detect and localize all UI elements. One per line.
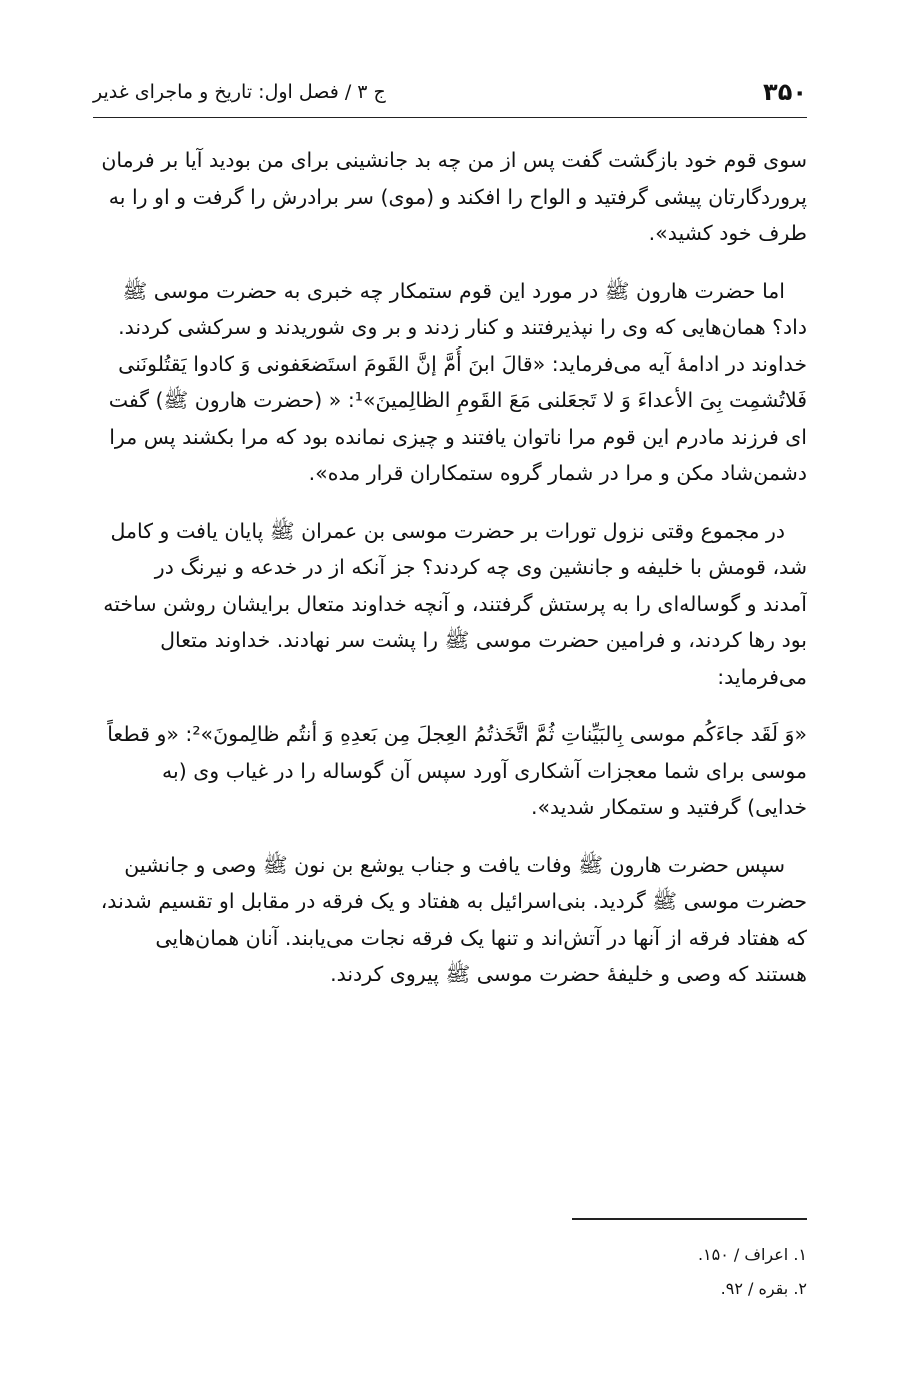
text-line: موسی برای شما معجزات آشکاری آورد سپس آن گوساله را در غیاب وی (به bbox=[162, 758, 807, 783]
text-line: هستند که وصی و خلیفهٔ حضرت موسی ﷺ پیروی کردند. bbox=[330, 962, 807, 986]
paragraph-5 bbox=[93, 847, 807, 993]
text-line: شد، قومش با خلیفه و جانشین وی چه کردند؟ جز آنکه از در خدعه و نیرنگ در bbox=[154, 555, 807, 579]
paragraph-4 bbox=[93, 716, 807, 826]
text-line: طرف خود کشید». bbox=[648, 221, 807, 245]
text-line: سپس حضرت هارون ﷺ وفات یافت و جناب یوشع بن نون ﷺ وصی و جانشین bbox=[124, 852, 785, 877]
running-title: ج ۳ / فصل اول: تاریخ و ماجرای غدیر bbox=[93, 81, 386, 103]
text-line: در مجموع وقتی نزول تورات بر حضرت موسی بن عمران ﷺ پایان یافت و کامل bbox=[110, 518, 785, 543]
text-line: اما حضرت هارون ﷺ در مورد این قوم ستمکار چه خبری به حضرت موسی ﷺ bbox=[122, 278, 785, 303]
text-line: خدایی) گرفتید و ستمکار شدید». bbox=[530, 795, 807, 819]
text-line: داد؟ همان‌هایی که وی را نپذیرفتند و کنار زدند و بر وی شوریدند و سرکشی کردند. bbox=[118, 315, 807, 339]
footnote-2: ۲. بقره / ۹۲. bbox=[720, 1279, 807, 1298]
text-line: که هفتاد فرقه از آنها در آتش‌اند و تنها یک فرقه نجات می‌یابند. آنان همان‌هایی bbox=[155, 925, 807, 950]
footnotes bbox=[93, 1238, 807, 1306]
footnote-divider bbox=[572, 1218, 807, 1220]
text-line: پروردگارتان پیشی گرفتید و الواح را افکند و (موی) سر برادرش را گرفت و او را به bbox=[108, 184, 807, 209]
paragraph-2 bbox=[93, 273, 807, 492]
header-divider bbox=[93, 117, 807, 118]
body-text bbox=[93, 142, 807, 1014]
text-line: حضرت موسی ﷺ گردید. بنی‌اسرائیل به هفتاد و یک فرقه در مقابل او تقسیم شدند، bbox=[100, 889, 807, 913]
text-line: بود رها کردند، و فرامین حضرت موسی ﷺ را پشت سر نهادند. خداوند متعال bbox=[160, 628, 807, 652]
text-line: خداوند در ادامهٔ آیه می‌فرماید: «قالَ ابنَ أُمَّ إنَّ القَومَ استَضعَفونی وَ کادوا یَقتُلونَنی bbox=[118, 351, 807, 376]
paragraph-1 bbox=[93, 142, 807, 252]
text-line: سوی قوم خود بازگشت گفت پس از من چه بد جانشینی برای من بودید آیا بر فرمان bbox=[101, 148, 807, 172]
page-header bbox=[93, 72, 807, 112]
text-line: «وَ لَقَد جاءَکُم موسی بِالبَیِّناتِ ثُمَّ اتَّخَذتُمُ العِجلَ مِن بَعدِهِ وَ أنتُم ظالِمونَ»²: «و قطعاً bbox=[107, 722, 807, 746]
footnote-1: ۱. اعراف / ۱۵۰. bbox=[697, 1245, 807, 1264]
text-line: آمدند و گوساله‌ای را به پرستش گرفتند، و آنچه خداوند متعال برایشان روشن ساخته bbox=[103, 591, 807, 616]
page-number: ۳۵۰ bbox=[763, 78, 807, 106]
text-line: فَلاتُشمِت بِیَ الأعداءَ وَ لا تَجعَلنی مَعَ القَومِ الظالِمینَ»¹: « (حضرت هارون ﷺ) گفت bbox=[108, 388, 807, 412]
paragraph-3 bbox=[93, 513, 807, 696]
text-line: می‌فرماید: bbox=[717, 664, 807, 689]
text-line: ای فرزند مادرم این قوم مرا ناتوان یافتند و چیزی نمانده بود که مرا بکشند پس مرا bbox=[109, 424, 807, 449]
text-line: دشمن‌شاد مکن و مرا در شمار گروه ستمکاران قرار مده». bbox=[308, 461, 807, 485]
